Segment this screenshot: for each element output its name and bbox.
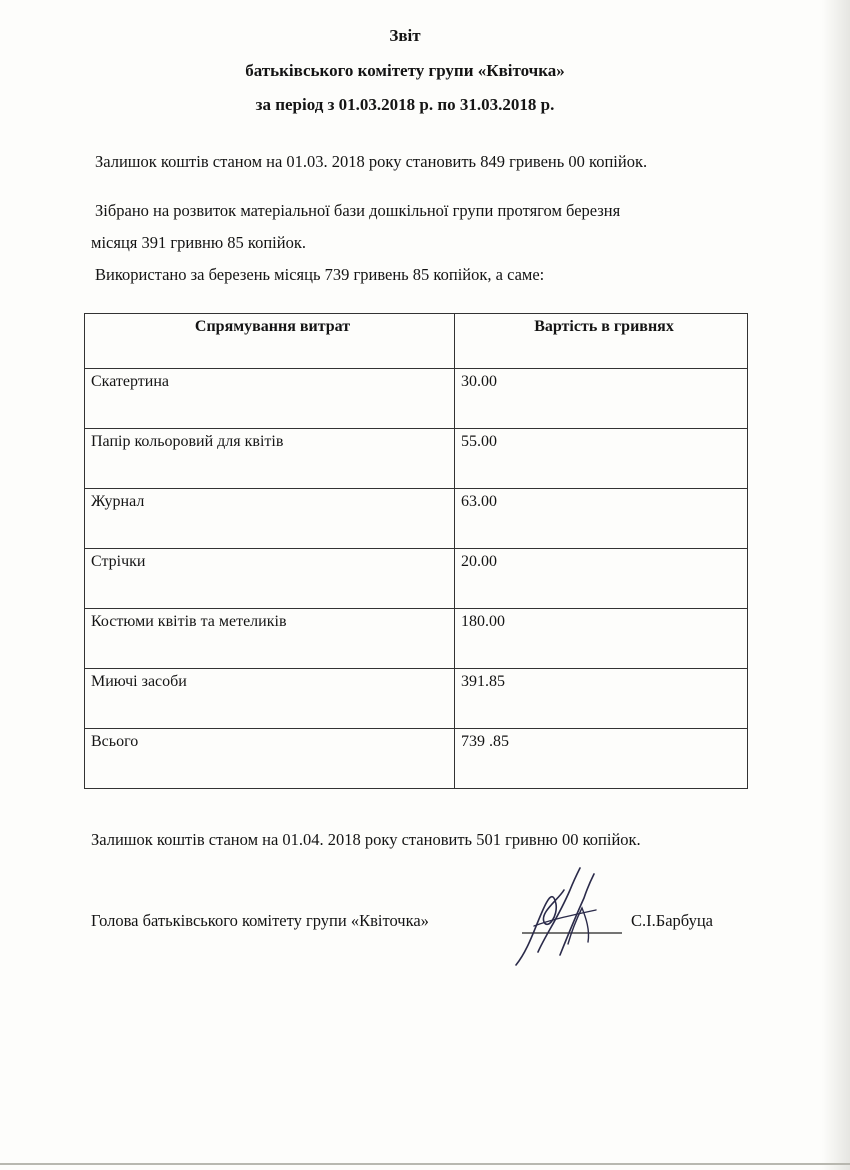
report-title: Звіт	[389, 26, 421, 45]
collected-text-line2: місяця 391 гривню 85 копійок.	[91, 233, 306, 252]
header-cost-uah: Вартість в гривнях	[455, 314, 748, 369]
report-subtitle-committee: батьківського комітету групи «Квіточка»	[245, 61, 565, 80]
handwritten-signature	[498, 860, 638, 970]
expense-cost: 63.00	[455, 489, 748, 549]
table-row	[85, 549, 748, 609]
table-total-row	[85, 729, 748, 789]
expense-item: Скатертина	[85, 369, 455, 429]
expense-cost: 30.00	[455, 369, 748, 429]
table-row	[85, 369, 748, 429]
expense-cost: 391.85	[455, 669, 748, 729]
expense-cost: 20.00	[455, 549, 748, 609]
header-expense-direction: Спрямування витрат	[85, 314, 455, 369]
balance-start-text: Залишок коштів станом на 01.03. 2018 року становить 849 гривень 00 копійок.	[95, 152, 648, 171]
expense-item: Костюми квітів та метеликів	[85, 609, 455, 669]
expenses-table	[84, 313, 748, 789]
table-row	[85, 669, 748, 729]
table-row	[85, 429, 748, 489]
expense-item: Папір кольоровий для квітів	[85, 429, 455, 489]
expense-item: Журнал	[85, 489, 455, 549]
signatory-name: С.І.Барбуца	[631, 911, 713, 930]
table-header-row	[85, 314, 748, 369]
spent-text: Використано за березень місяць 739 гривень 85 копійок, а саме:	[95, 265, 545, 284]
signatory-role: Голова батьківського комітету групи «Квіточка»	[91, 911, 429, 930]
expense-item: Миючі засоби	[85, 669, 455, 729]
scan-edge-shadow	[822, 0, 850, 1170]
report-period: за період з 01.03.2018 р. по 31.03.2018 р.	[255, 95, 555, 114]
total-label: Всього	[85, 729, 455, 789]
table-row	[85, 489, 748, 549]
balance-end-text: Залишок коштів станом на 01.04. 2018 року становить 501 гривню 00 копійок.	[91, 830, 641, 849]
expense-cost: 180.00	[455, 609, 748, 669]
scan-bottom-edge	[0, 1163, 850, 1165]
expense-cost: 55.00	[455, 429, 748, 489]
table-row	[85, 609, 748, 669]
collected-text-line1: Зібрано на розвиток матеріальної бази дошкільної групи протягом березня	[95, 201, 621, 220]
total-cost: 739 .85	[455, 729, 748, 789]
expense-item: Стрічки	[85, 549, 455, 609]
